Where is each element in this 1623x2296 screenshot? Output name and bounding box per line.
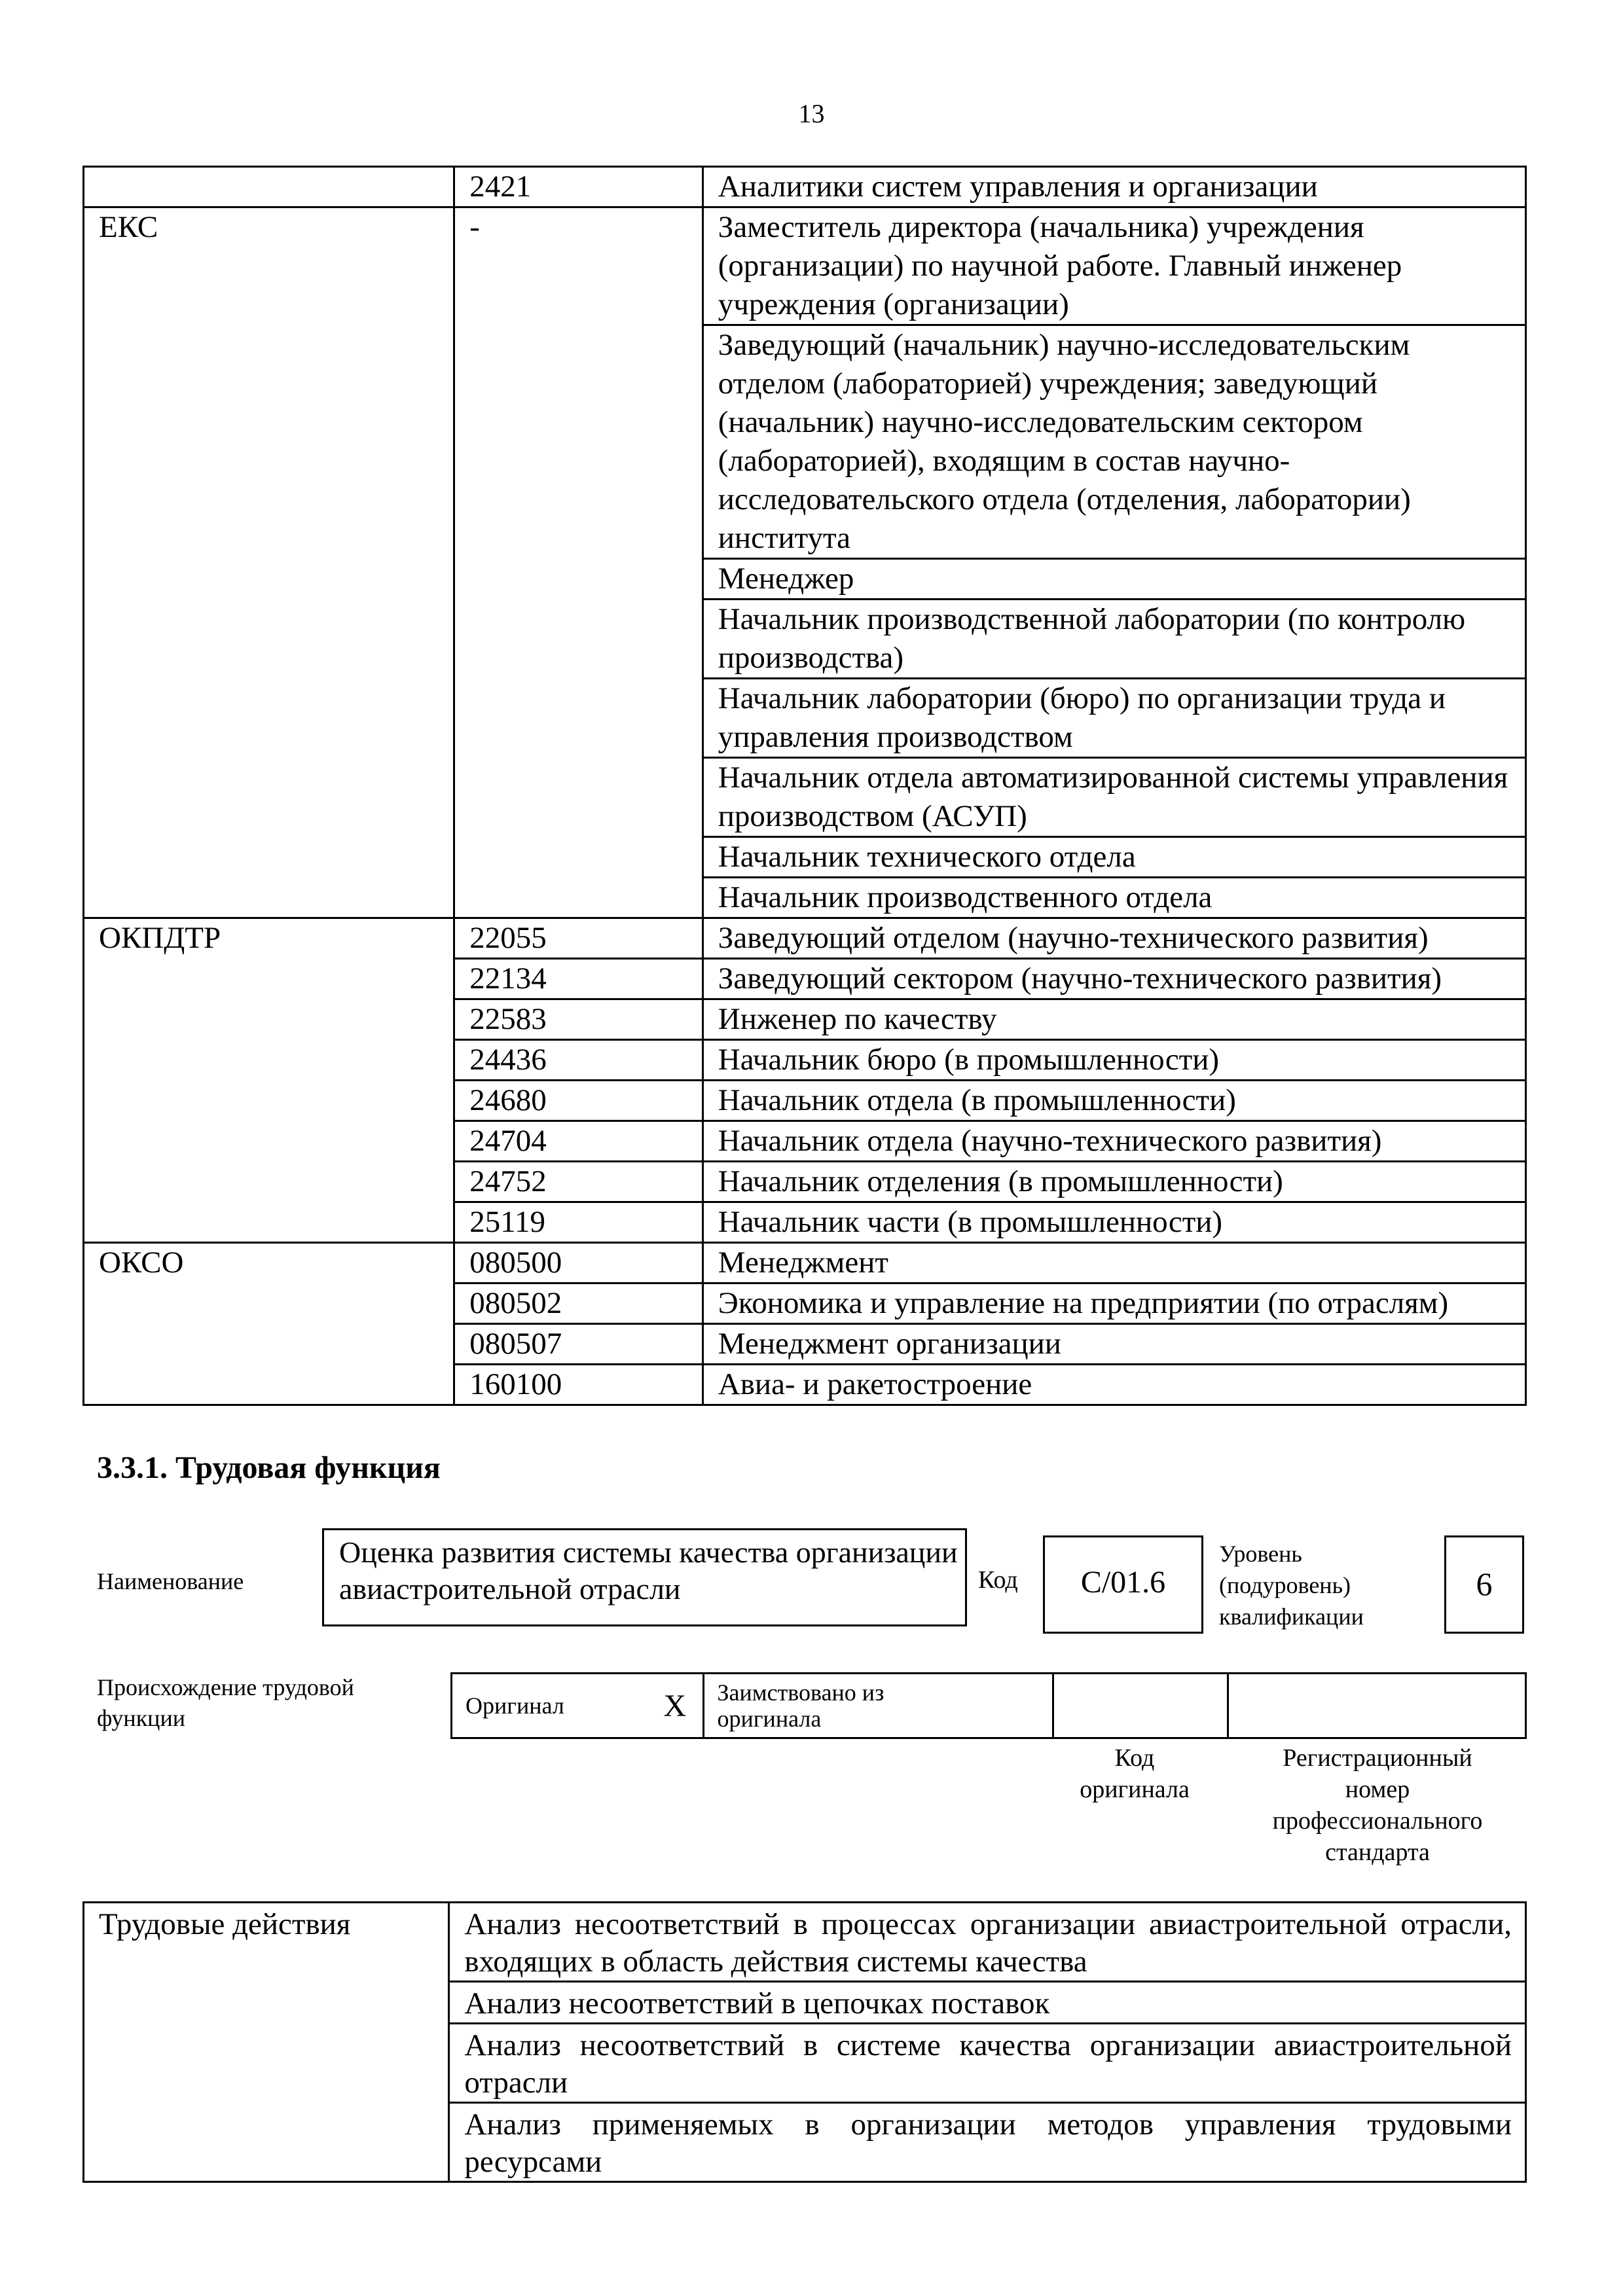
labor-action-item: Анализ несоответствий в цепочках поставок: [449, 1982, 1526, 2024]
labor-action-item: Анализ применяемых в организации методов управления трудовыми ресурсами: [449, 2103, 1526, 2182]
original-mark: X: [647, 1674, 703, 1738]
borrowed-label-2: оригинала: [717, 1706, 822, 1732]
name-label: Наименование: [97, 1568, 244, 1594]
labor-actions-label: Трудовые действия: [84, 1903, 449, 2182]
occupation-name: Заведующий отделом (научно-технического развития): [702, 918, 1525, 959]
level-label-3: квалификации: [1219, 1604, 1364, 1630]
classifier-code: 080507: [454, 1324, 703, 1365]
occupation-name: Аналитики систем управления и организации: [702, 167, 1525, 207]
code-caption-2: оригинала: [1080, 1776, 1190, 1803]
classifier-code: 2421: [454, 167, 703, 207]
classifier-type: ОКПДТР: [84, 918, 454, 1243]
table-row: [84, 207, 1526, 325]
classifier-code: 22583: [454, 999, 703, 1040]
reg-caption-4: стандарта: [1325, 1839, 1430, 1866]
classifier-code: 160100: [454, 1365, 703, 1405]
occupation-name: Менеджмент: [702, 1243, 1525, 1283]
occupation-name: Экономика и управление на предприятии (по отраслям): [702, 1283, 1525, 1324]
code-label: Код: [978, 1566, 1018, 1594]
code-caption-1: Код: [1114, 1744, 1155, 1772]
occupation-name: Начальник производственного отдела: [702, 878, 1525, 918]
code-value: C/01.6: [1080, 1565, 1166, 1600]
occupation-name: Начальник отдела (научно-технического развития): [702, 1121, 1525, 1162]
labor-action-item: Анализ несоответствий в процессах организации авиастроительной отрасли, входящих в область действия системы качества: [449, 1903, 1526, 1982]
borrowed-label-1: Заимствовано из: [717, 1679, 884, 1706]
registration-caption: [1228, 1742, 1527, 1868]
labor-actions-table: [82, 1901, 1527, 2183]
classifier-code: 080502: [454, 1283, 703, 1324]
occupation-name: Начальник лаборатории (бюро) по организации труда и управления производством: [702, 679, 1525, 758]
table-row: [84, 918, 1526, 959]
section-heading: 3.3.1. Трудовая функция: [97, 1450, 441, 1485]
registration-number-cell: [1228, 1674, 1526, 1738]
classifier-code: 24436: [454, 1040, 703, 1081]
labor-action-item: Анализ несоответствий в системе качества организации авиастроительной отрасли: [449, 2024, 1526, 2103]
reg-caption-2: номер: [1345, 1776, 1410, 1803]
page-number: 13: [798, 99, 825, 128]
name-value: Оценка развития системы качества организации авиастроительной отрасли: [339, 1535, 958, 1605]
occupation-name: Заведующий (начальник) научно-исследовательским отделом (лабораторией) учреждения; заведующий (начальник) научно-исследовательским сектором (лабораторией), входящим в состав научно-исследовательского отдела (отделения, лаборатории) института: [702, 325, 1525, 559]
level-value: 6: [1476, 1566, 1493, 1602]
classifier-type: ЕКС: [84, 207, 454, 918]
original-code-cell: [1053, 1674, 1228, 1738]
occupation-name: Заместитель директора (начальника) учреждения (организации) по научной работе. Главный инженер учреждения (организации): [702, 207, 1525, 325]
occupation-name: Начальник технического отдела: [702, 837, 1525, 878]
classifier-type: [84, 167, 454, 207]
classifier-code: 22134: [454, 959, 703, 999]
table-row: [84, 1903, 1526, 1982]
classifier-code: 24752: [454, 1162, 703, 1202]
classifier-code: 25119: [454, 1202, 703, 1243]
original-label: Оригинал: [452, 1674, 648, 1738]
borrowed-cell: [703, 1674, 1053, 1738]
occupation-name: Авиа- и ракетостроение: [702, 1365, 1525, 1405]
origin-label-1: Происхождение трудовой: [97, 1674, 354, 1700]
occupation-name: Менеджер: [702, 559, 1525, 600]
occupation-name: Начальник бюро (в промышленности): [702, 1040, 1525, 1081]
reg-caption-1: Регистрационный: [1283, 1744, 1472, 1772]
occupation-name: Начальник части (в промышленности): [702, 1202, 1525, 1243]
table-row: [84, 1243, 1526, 1283]
occupation-name: Заведующий сектором (научно-технического развития): [702, 959, 1525, 999]
origin-table: [450, 1672, 1527, 1739]
occupation-name: Инженер по качеству: [702, 999, 1525, 1040]
classifier-code: 080500: [454, 1243, 703, 1283]
code-caption: [1040, 1742, 1230, 1805]
classifier-code: 24704: [454, 1121, 703, 1162]
level-label-2: (подуровень): [1219, 1572, 1351, 1598]
classifier-code: 24680: [454, 1081, 703, 1121]
occupation-name: Начальник отделения (в промышленности): [702, 1162, 1525, 1202]
occupation-name: Начальник отдела автоматизированной системы управления производством (АСУП): [702, 758, 1525, 837]
classifier-type: ОКСО: [84, 1243, 454, 1405]
occupation-name: Менеджмент организации: [702, 1324, 1525, 1365]
classification-table: [82, 166, 1527, 1406]
occupation-name: Начальник производственной лаборатории (по контролю производства): [702, 600, 1525, 679]
origin-label-2: функции: [97, 1705, 185, 1731]
classifier-code: 22055: [454, 918, 703, 959]
level-label-1: Уровень: [1219, 1541, 1302, 1567]
reg-caption-3: профессионального: [1272, 1807, 1483, 1835]
occupation-name: Начальник отдела (в промышленности): [702, 1081, 1525, 1121]
classifier-code: -: [454, 207, 703, 918]
table-row: [84, 167, 1526, 207]
